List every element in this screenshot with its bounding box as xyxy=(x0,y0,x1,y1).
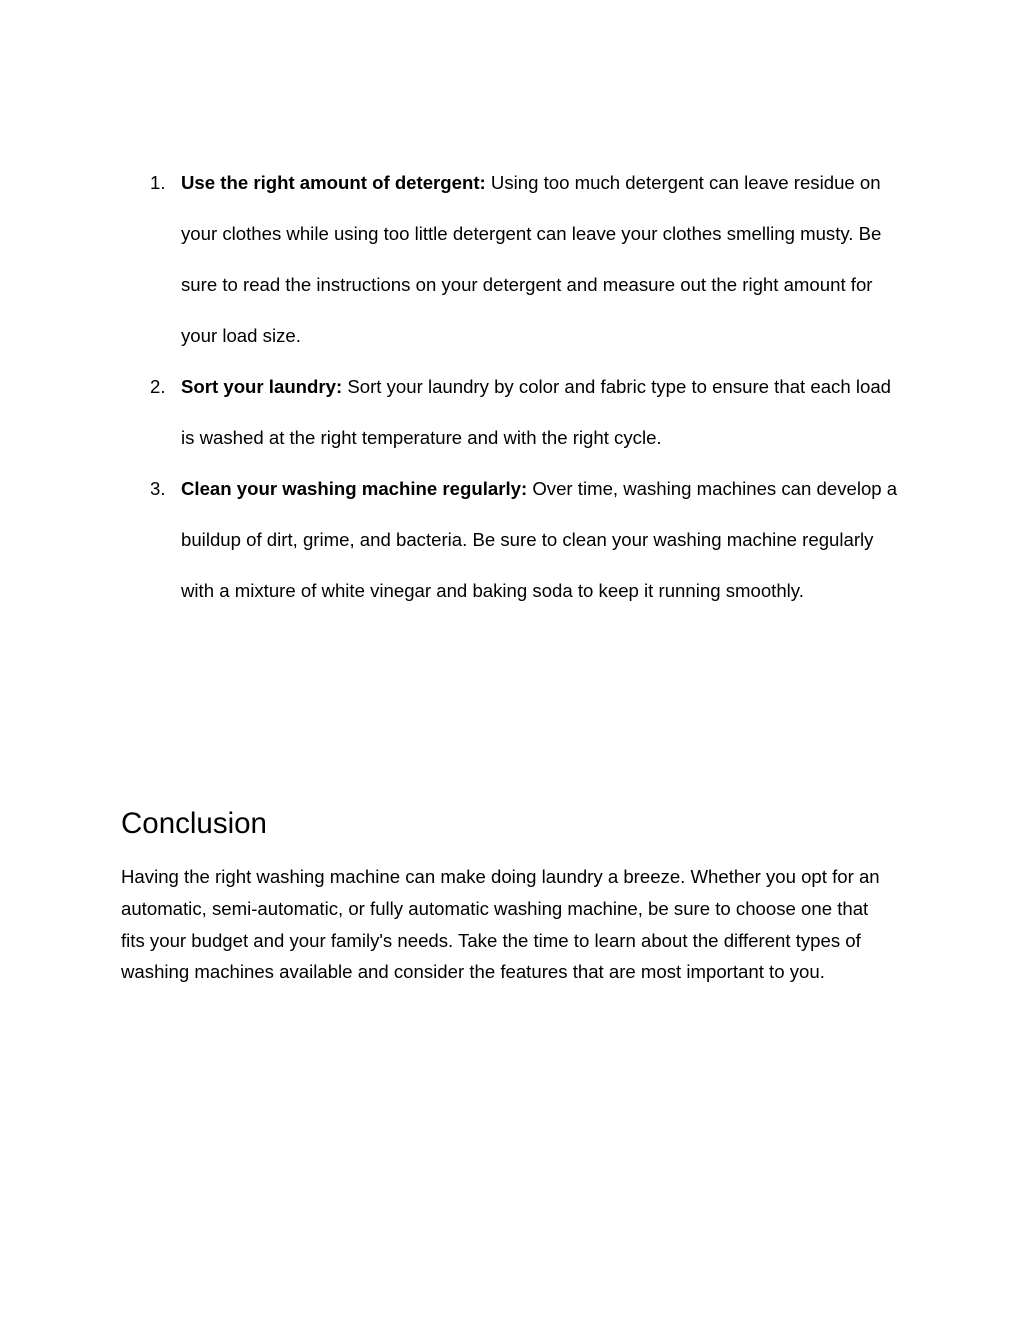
list-item-title: Sort your laundry: xyxy=(181,376,343,397)
conclusion-paragraph: Having the right washing machine can make doing laundry a breeze. Whether you opt for an automatic, semi-automatic, or fully automatic washing machine, be sure to choose one that fits your budget and your family's needs. Take the time to learn about the different types of washing machines available and consider the features that are most important to you. xyxy=(121,866,880,983)
list-item xyxy=(121,157,901,361)
list-item-title: Use the right amount of detergent: xyxy=(181,172,486,193)
list-item-text: Sort your laundry by color and fabric type to ensure that each load is washed at the right temperature and with the right cycle. xyxy=(181,376,892,448)
list-item-number: 1. xyxy=(150,172,166,193)
list-item-number: 2. xyxy=(150,376,166,397)
list-item xyxy=(121,361,901,463)
tips-list xyxy=(121,157,901,616)
list-item-text: Using too much detergent can leave residue on your clothes while using too little detergent can leave your clothes smelling musty. Be sure to read the instructions on your detergent and measure out the right amount for your load size. xyxy=(181,172,882,346)
list-item-text: Over time, washing machines can develop a buildup of dirt, grime, and bacteria. Be sure to clean your washing machine regularly with a mixture of white vinegar and baking soda to keep it running smoothly. xyxy=(181,478,898,601)
list-item xyxy=(121,463,901,616)
list-item-title: Clean your washing machine regularly: xyxy=(181,478,528,499)
list-item-number: 3. xyxy=(150,478,166,499)
conclusion-heading: Conclusion xyxy=(121,807,267,840)
